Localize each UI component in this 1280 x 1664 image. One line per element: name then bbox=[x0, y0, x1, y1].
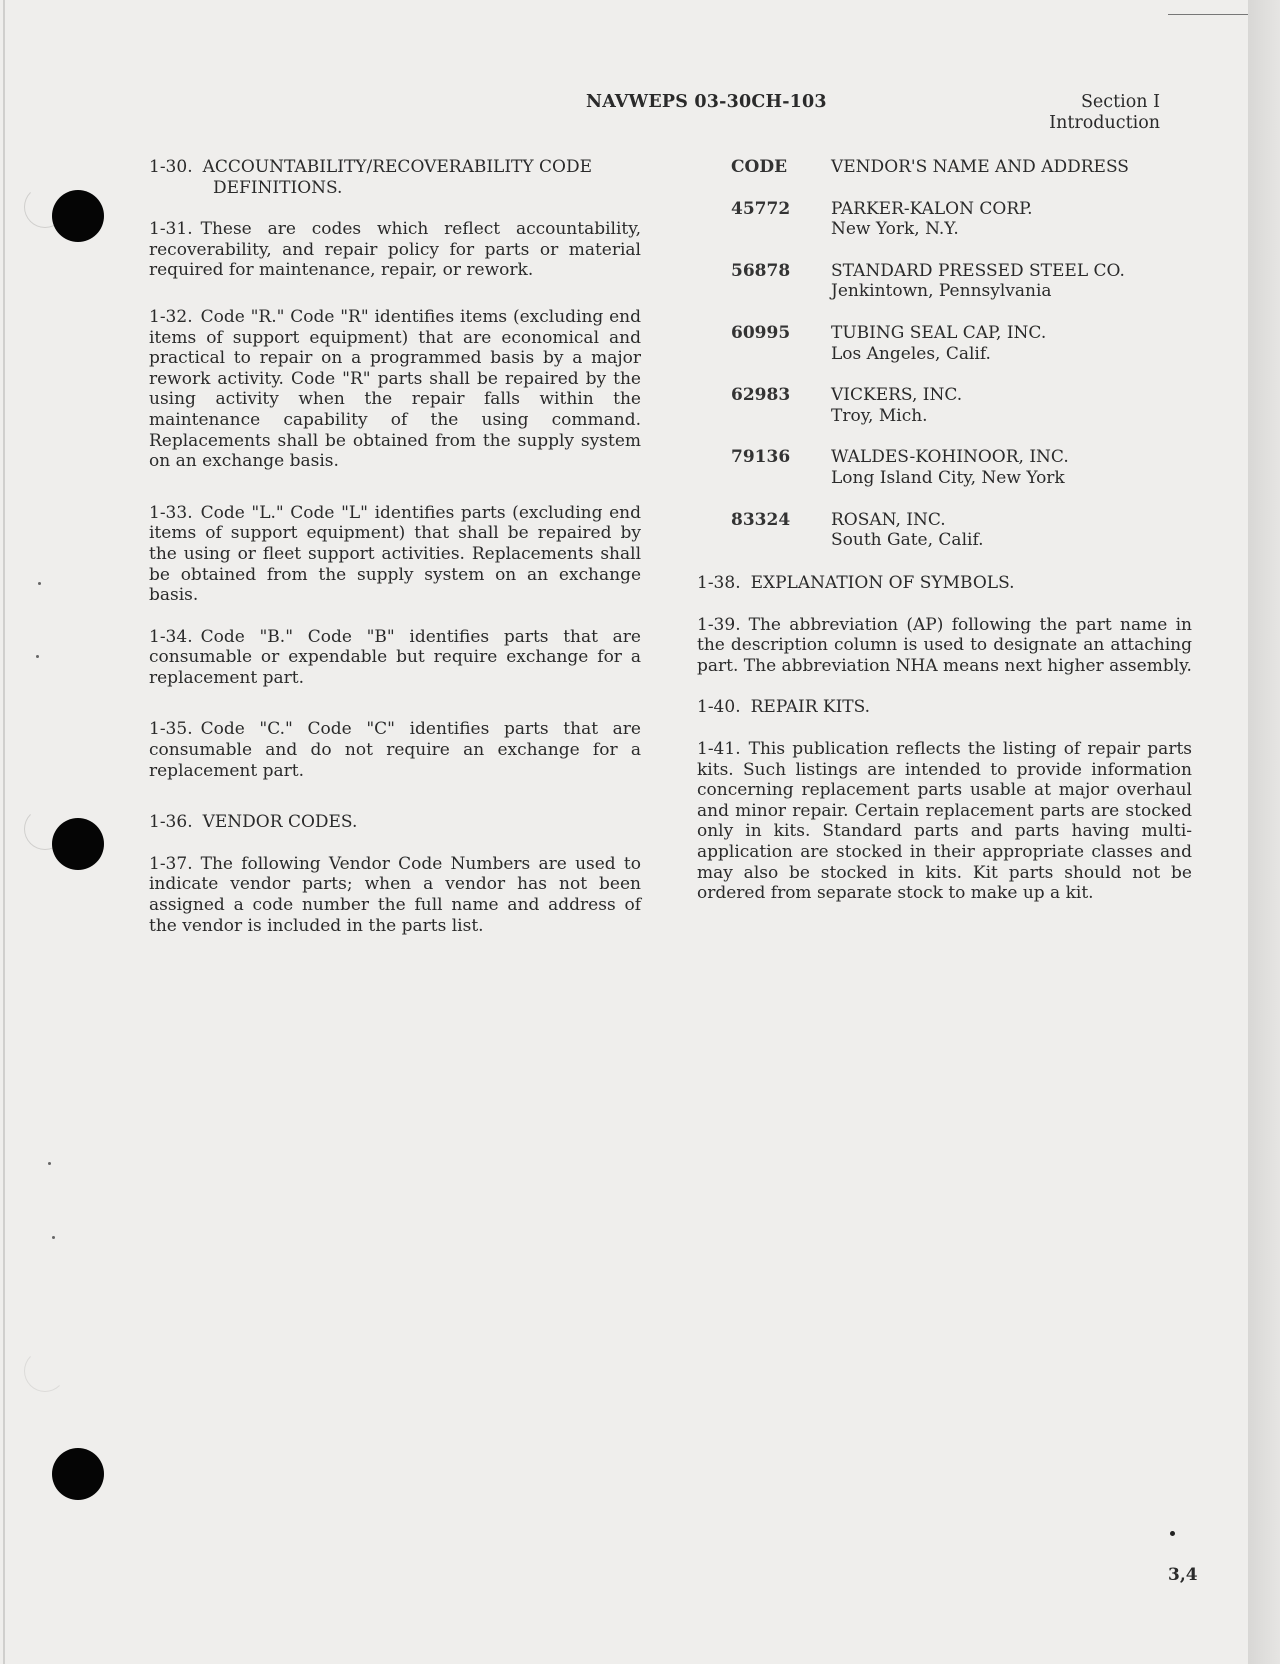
table-row: 79136 WALDES-KOHINOOR, INC. Long Island City, New York bbox=[731, 447, 1069, 488]
heading-1-30: 1-30. ACCOUNTABILITY/RECOVERABILITY CODE DEFINITIONS. bbox=[149, 157, 593, 198]
page-number: 3,4 bbox=[1168, 1565, 1198, 1585]
section-label bbox=[1049, 92, 1160, 134]
table-row: 83324 ROSAN, INC. South Gate, Calif. bbox=[731, 509, 984, 551]
table-row: 60995 TUBING SEAL CAP, INC. Los Angeles, Calif. bbox=[731, 322, 1047, 364]
paragraph-1-37: 1-37. The following Vendor Code Numbers are used to indicate vendor parts; when a vendor has not been assigned a code number the full name and address of the vendor is included in the parts list. bbox=[149, 853, 641, 936]
column-header-vendor: VENDOR'S NAME AND ADDRESS bbox=[831, 157, 1129, 177]
paragraph-1-32: 1-32. Code "R." Code "R" identifies items (excluding end items of support equipment) that are economical and practical to repair on a programmed basis by a major rework activity. Code "R" parts shall be repaired by the using activity when the repair falls within the maintenance capability of the using command. Replacements shall be obtained from the supply system on an exchange basis. bbox=[149, 306, 641, 472]
vendor-code-table bbox=[731, 157, 1171, 551]
paragraph-1-35: 1-35. Code "C." Code "C" identifies parts that are consumable and do not require an exchange for a replacement part. bbox=[149, 719, 641, 781]
heading-1-40: 1-40. REPAIR KITS. bbox=[697, 697, 871, 718]
section-title: Introduction bbox=[1049, 113, 1160, 133]
paragraph-1-34: 1-34. Code "B." Code "B" identifies parts that are consumable or expendable but require exchange for a replacement part. bbox=[149, 626, 641, 688]
table-header bbox=[731, 157, 1171, 178]
left-column bbox=[149, 157, 641, 936]
heading-1-36: 1-36. VENDOR CODES. bbox=[149, 812, 358, 833]
ink-dot bbox=[1170, 1531, 1175, 1536]
table-row: 62983 VICKERS, INC. Troy, Mich. bbox=[731, 385, 963, 426]
section-number: Section I bbox=[1080, 92, 1160, 112]
page-edge-line bbox=[1168, 14, 1248, 15]
paragraph-1-39: 1-39. The abbreviation (AP) following the part name in the description column is used to designate an attaching part. The abbreviation NHA means next higher assembly. bbox=[697, 614, 1192, 676]
right-column bbox=[697, 573, 1192, 904]
hole-shadow bbox=[24, 1350, 66, 1392]
column-header-code: CODE bbox=[731, 157, 788, 177]
speck bbox=[52, 1236, 55, 1239]
binder-hole-icon bbox=[52, 1448, 104, 1500]
table-row: 45772 PARKER-KALON CORP. New York, N.Y. bbox=[731, 198, 1033, 240]
binder-hole-icon bbox=[52, 190, 104, 242]
speck bbox=[48, 1162, 51, 1165]
paragraph-1-41: 1-41. This publication reflects the listing of repair parts kits. Such listings are intended to provide information concerning replacement parts usable at major overhaul and minor repair. Certain replacement parts are stocked only in kits. Standard parts and parts having multi-application are stocked in their appropriate classes and may also be stocked in kits. Kit parts should not be ordered from separate stock to make up a kit. bbox=[697, 738, 1192, 904]
document-number: NAVWEPS 03-30CH-103 bbox=[586, 92, 827, 112]
heading-1-38: 1-38. EXPLANATION OF SYMBOLS. bbox=[697, 573, 1015, 593]
binder-hole-icon bbox=[52, 818, 104, 870]
paragraph-1-31: 1-31. These are codes which reflect accountability, recoverability, and repair policy for parts or material required for maintenance, repair, or rework. bbox=[149, 219, 641, 281]
table-row: 56878 STANDARD PRESSED STEEL CO. Jenkintown, Pennsylvania bbox=[731, 260, 1125, 302]
speck bbox=[36, 655, 39, 658]
speck bbox=[38, 582, 41, 585]
page-edge bbox=[3, 0, 5, 1664]
page-edge-shadow bbox=[1248, 0, 1280, 1664]
paragraph-1-33: 1-33. Code "L." Code "L" identifies parts (excluding end items of support equipment) that shall be repaired by the using or fleet support activities. Replacements shall be obtained from the supply system on an exchange basis. bbox=[149, 502, 641, 606]
